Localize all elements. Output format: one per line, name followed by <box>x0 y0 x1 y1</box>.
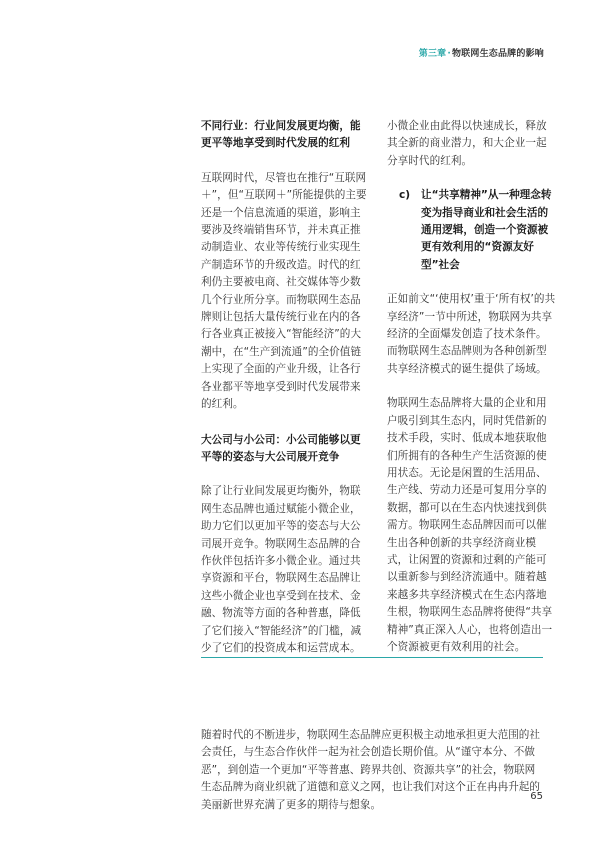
paragraph-sharing-economy: 正如前文“‘使用权’重于‘所有权’的共享经济”一节中所述，物联网为共享经济的全面爆发创造了技术条件。而物联网生态品牌则为各种创新型共享经济模式的诞生提供了场域。 <box>387 293 556 375</box>
page-number: 65 <box>530 791 543 802</box>
closing-paragraph: 随着时代的不断进步，物联网生态品牌应更积极主动地承担更大范围的社会责任，与生态合作伙伴一起为社会创造长期价值。从“谨守本分、不做恶”，到创造一个更加“平等普惠、跨界共创、资源共享”的社会，物联网生态品牌为商业织就了道德和意义之网，也让我们对这个正在冉冉升起的美丽新世界充满了更多的期待与想象。 <box>201 728 540 811</box>
paragraph-continuation: 小微企业由此得以快速成长，释放其全新的商业潜力，和大企业一起分享时代的红利。 <box>387 120 547 167</box>
subsection-heading-sharing <box>387 187 557 274</box>
paragraph-resource-use: 物联网生态品牌将大量的企业和用户吸引到其生态内，同时凭借新的技术手段，实时、低成本地获取他们所拥有的各种生产生活资源的使用状态。无论是闲置的生活用品、生产线、劳动力还是可复用分享的数据，都可以在生态内快速找到供需方。物联网生态品牌因而可以催生出各种创新的共享经济商业模式，让闲置的资源和过剩的产能可以重新参与到经济流通中。随着越来越多共享经济模式在生态内落地生根，物联网生态品牌将使得“共享精神”真正深入人心，也将创造出一个资源被更有效利用的社会。 <box>387 397 553 653</box>
section-heading-companies: 大公司与小公司：小公司能够以更平等的姿态与大公司展开竞争 <box>201 433 361 463</box>
subsection-heading-text: 让“共享精神”从一种理念转变为指导商业和社会生活的通用逻辑，创造一个资源被更有效利用的“资源友好型”社会 <box>421 189 552 271</box>
left-column <box>201 118 367 657</box>
header-separator: · <box>447 49 451 59</box>
running-header <box>419 46 544 59</box>
right-column <box>387 118 557 656</box>
chapter-label: 第三章 <box>418 49 447 59</box>
section-divider <box>201 657 543 658</box>
subsection-marker: c) <box>399 189 411 202</box>
chapter-title: 物联网生态品牌的影响 <box>451 49 544 59</box>
paragraph-companies: 除了让行业间发展更均衡外，物联网生态品牌也通过赋能小微企业，助力它们以更加平等的姿态与大公司展开竞争。物联网生态品牌的合作伙伴包括许多小微企业。通过共享资源和平台，物联网生态品牌让这些小微企业也享受到在技术、金融、物流等方面的各种普惠，降低了它们接入“智能经济”的门槛，减少了它们的投资成本和运营成本。 <box>201 485 362 654</box>
section-heading-industries: 不同行业：行业间发展更均衡，能更平等地享受到时代发展的红利 <box>201 120 361 150</box>
paragraph-industries: 互联网时代，尽管也在推行“互联网＋”，但“互联网＋”所能提供的主要还是一个信息流通的渠道，影响主要涉及终端销售环节，并未真正推动制造业、农业等传统行业实现生产制造环节的升级改造。时代的红利仍主要被电商、社交媒体等少数几个行业所分享。而物联网生态品牌则让包括大量传统行业在内的各行各业真正被接入“智能经济”的大潮中，在“生产到流通”的全价值链上实现了全面的产业升级，让各行各业都平等地享受到时代发展带来的红利。 <box>201 171 367 411</box>
